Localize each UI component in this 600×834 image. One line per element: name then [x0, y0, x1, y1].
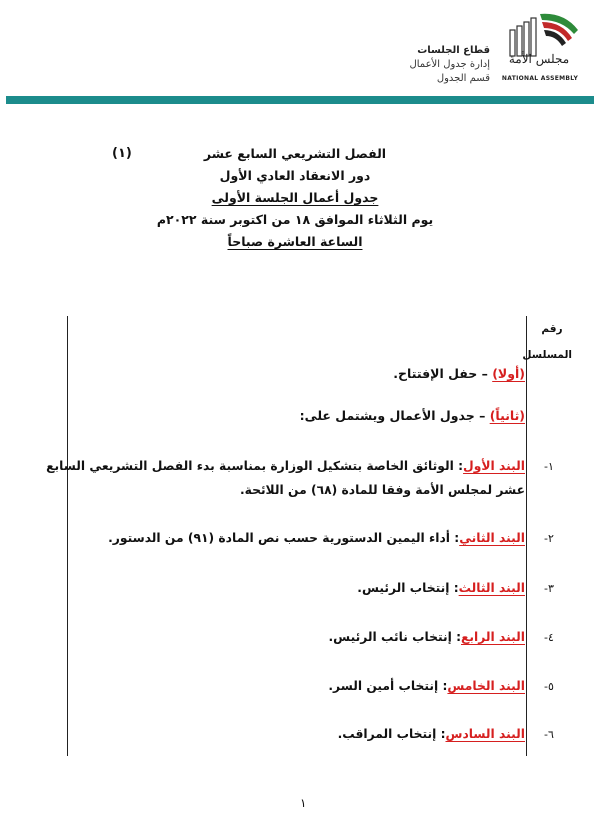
section-first-label: (أولا)	[492, 366, 525, 381]
item-text: : إنتخاب أمين السر.	[328, 679, 448, 693]
organization-block	[330, 44, 490, 86]
item-text: : إنتخاب المراقب.	[337, 727, 446, 741]
agenda-item	[329, 625, 525, 649]
section-second-text: – جدول الأعمال ويشتمل على:	[299, 408, 490, 423]
org-section: قسم الجدول	[436, 73, 490, 84]
item-text: : الوثائق الخاصة بتشكيل الوزارة بمناسبة بدء الفصل التشريعي السابع	[46, 459, 464, 473]
org-department: إدارة جدول الأعمال	[409, 59, 490, 70]
agenda-item	[328, 674, 525, 698]
item-label: البند الرابع	[461, 630, 525, 644]
item-label: البند الأول	[463, 459, 525, 473]
page-number: ١	[300, 796, 307, 810]
section-second	[300, 408, 525, 423]
logo-english-text: NATIONAL ASSEMBLY	[501, 75, 579, 82]
item-text: : إنتخاب نائب الرئيس.	[328, 630, 462, 644]
header-divider-bar	[6, 96, 594, 104]
item-label: البند الثالث	[458, 581, 525, 595]
item-text: : إنتخاب الرئيس.	[357, 581, 459, 595]
section-first	[393, 366, 525, 381]
agenda-item	[357, 576, 525, 600]
section-first-text: – حفل الإفتتاح.	[393, 366, 493, 381]
table-left-border	[67, 316, 68, 756]
item-number: -٤	[544, 631, 554, 644]
item-label: البند السادس	[445, 727, 525, 741]
item-label: البند الخامس	[447, 679, 525, 693]
item-number: -٦	[544, 728, 554, 741]
serial-header-line2: المسلسل	[522, 349, 572, 361]
org-sector: قطاع الجلسات	[417, 45, 490, 56]
legislative-term: الفصل التشريعي السابع عشر	[203, 146, 387, 161]
section-second-label: (ثانياً)	[489, 408, 525, 423]
logo-arabic-text: مجلس الأمة	[508, 52, 570, 66]
session-time: الساعة العاشرة صباحاً	[227, 234, 363, 249]
item-number: -٣	[544, 582, 554, 595]
agenda-item	[338, 722, 525, 746]
table-column-divider	[526, 316, 527, 756]
agenda-item	[108, 526, 525, 550]
item-number: -٥	[544, 680, 554, 693]
session-date: يوم الثلاثاء الموافق ١٨ من اكتوبر سنة ٢٠٢٢م	[156, 212, 434, 227]
serial-column-header	[522, 316, 572, 368]
serial-header-line1: رقم	[541, 323, 563, 335]
item-number: -٢	[544, 532, 554, 545]
item-number: -١	[544, 460, 554, 473]
session-number: (١)	[112, 146, 132, 161]
item-text-continued: عشر لمجلس الأمة وفقا للمادة (٦٨) من اللائحة.	[239, 483, 525, 497]
session-round: دور الانعقاد العادي الأول	[219, 168, 371, 183]
item-text: : أداء اليمين الدستورية حسب نص المادة (٩١) من الدستور.	[108, 531, 460, 545]
item-label: البند الثاني	[459, 531, 525, 545]
title-block	[150, 143, 440, 253]
agenda-title: جدول أعمال الجلسة الأولى	[211, 190, 379, 205]
agenda-item	[46, 454, 525, 502]
